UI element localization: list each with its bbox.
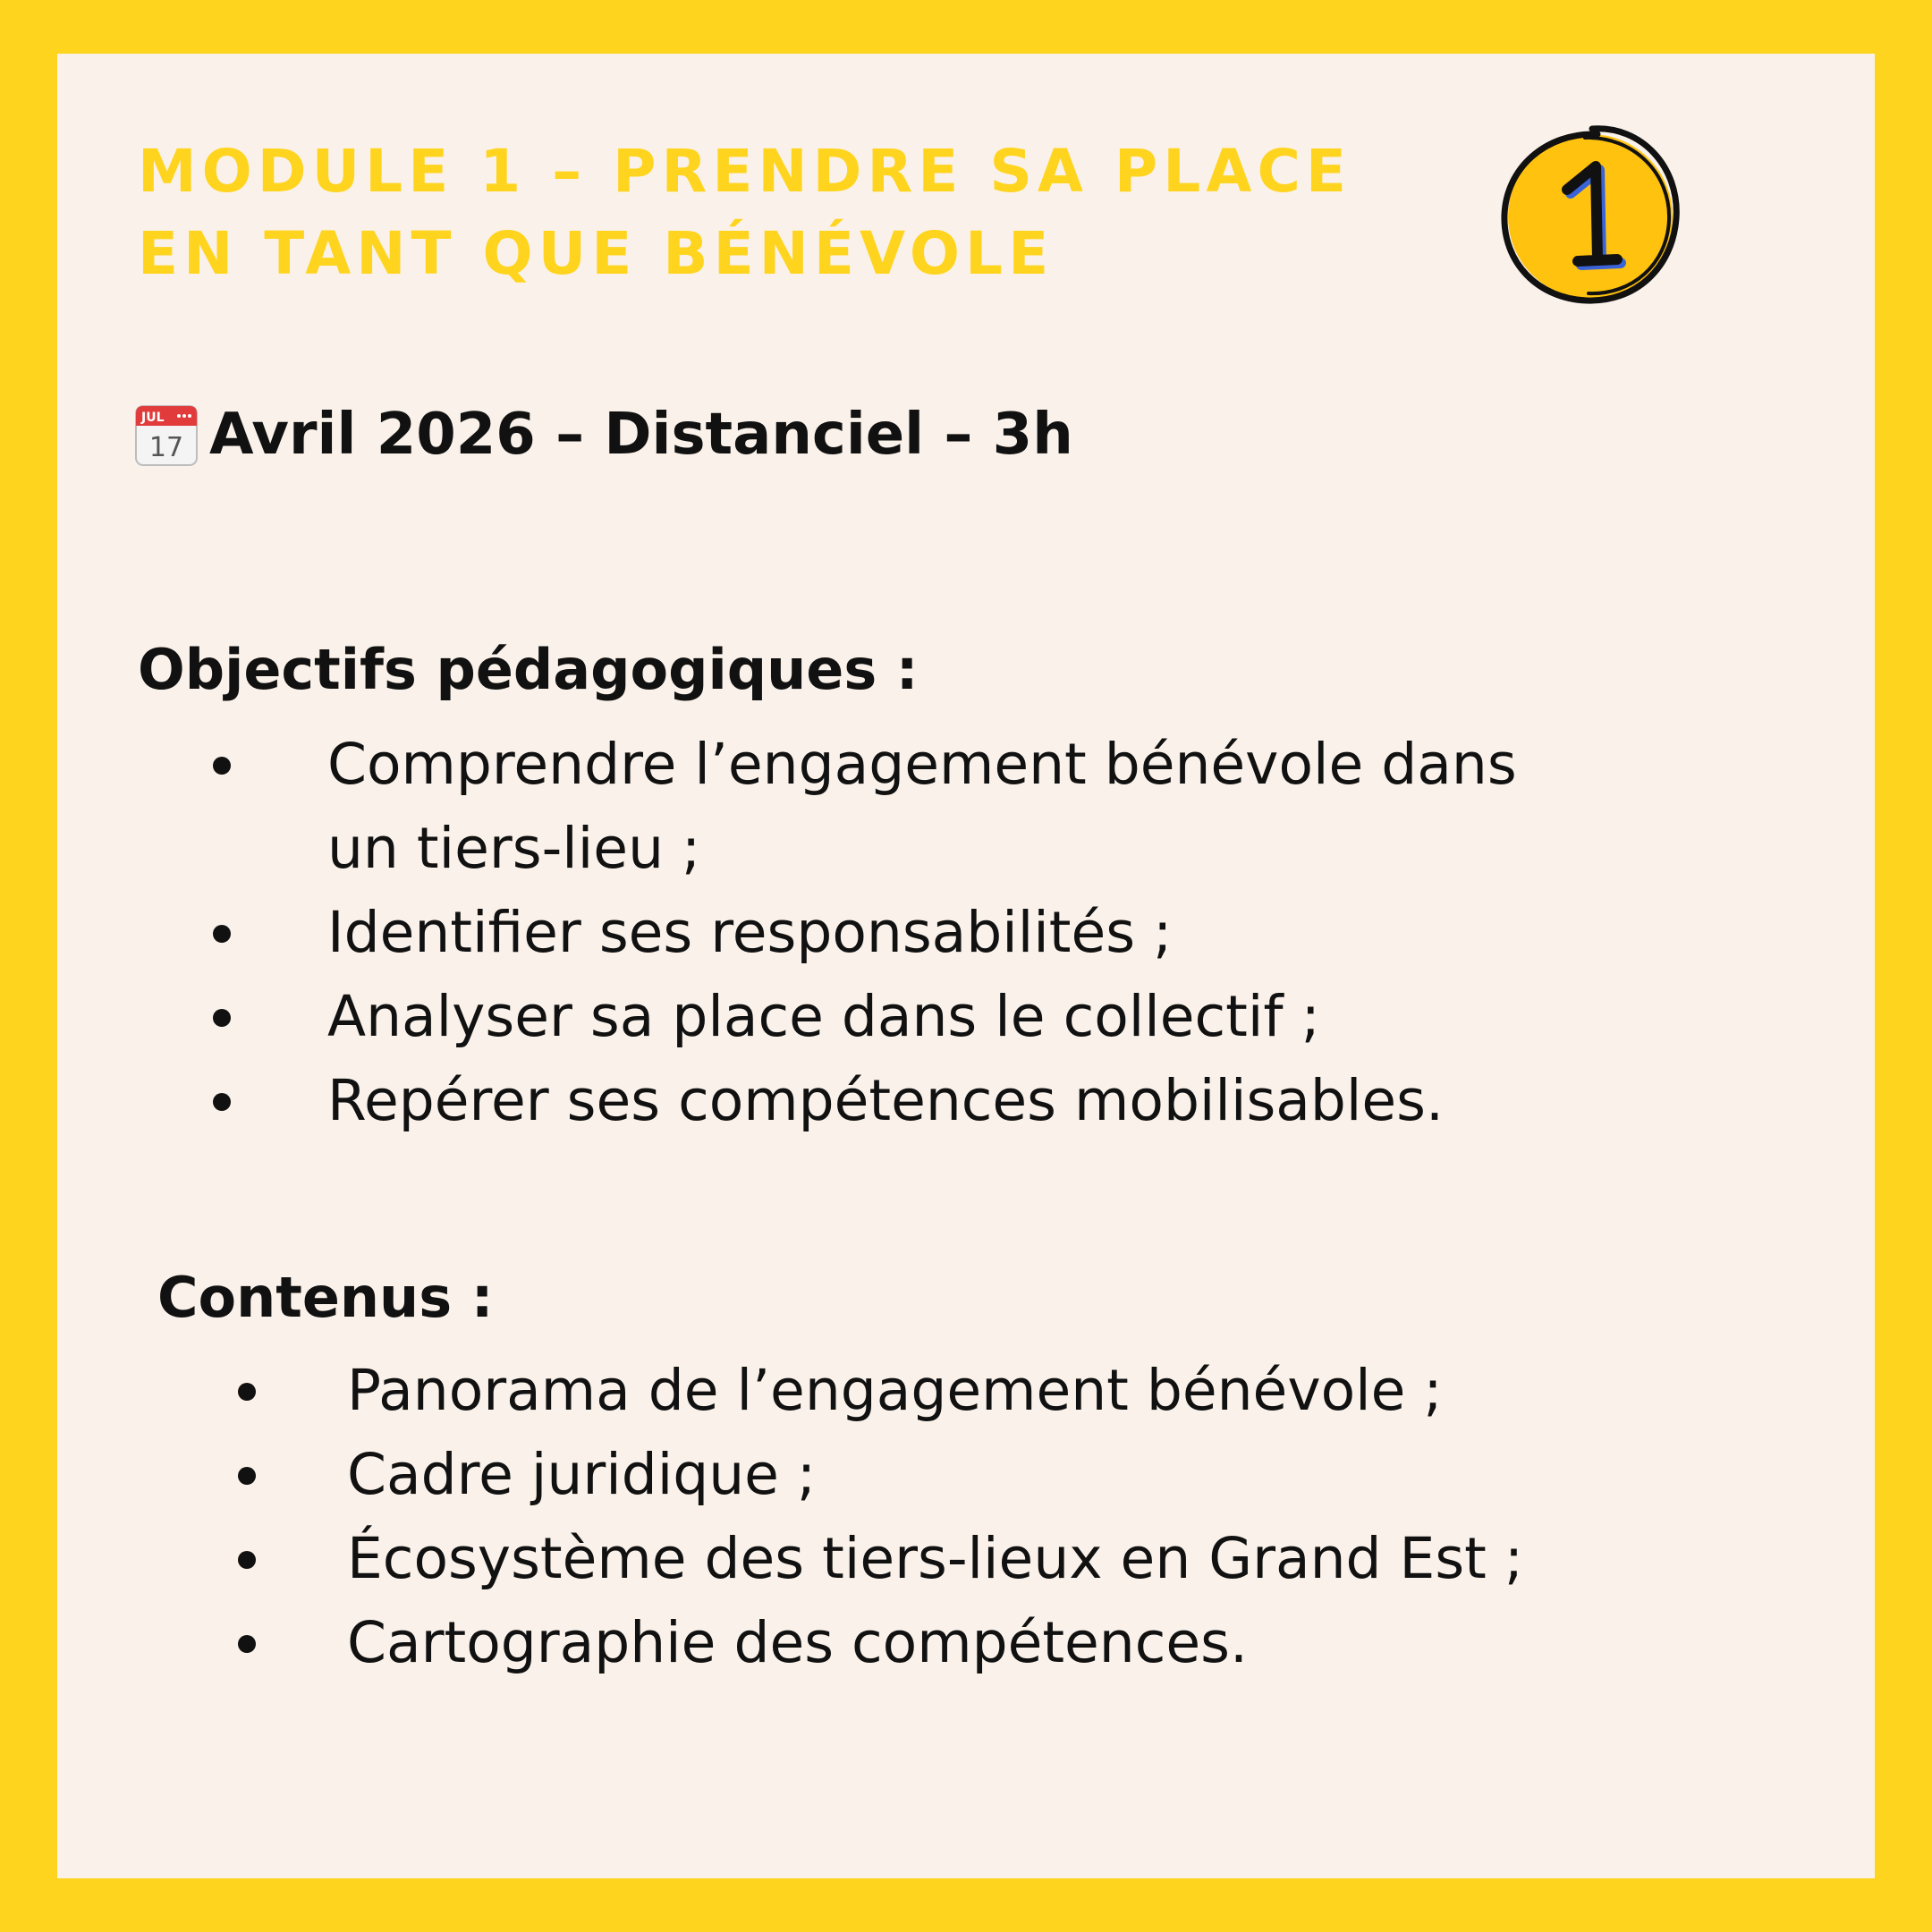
calendar-day: 17: [148, 432, 184, 463]
bullet-icon: [213, 1009, 231, 1027]
objectif-1-line-1: Comprendre l’engagement bénévole dans: [327, 732, 1517, 797]
bullet-icon: [238, 1551, 256, 1569]
list-item: [238, 1433, 1758, 1517]
list-item: [218, 975, 1739, 1059]
list-item: [238, 1349, 1758, 1433]
contenu-3: Écosystème des tiers-lieux en Grand Est ;: [347, 1526, 1524, 1591]
module-title-line-1: MODULE 1 – PRENDRE SA PLACE: [138, 137, 1352, 206]
list-item: [218, 723, 1739, 891]
objectif-4: Repérer ses compétences mobilisables.: [327, 1068, 1444, 1133]
module-number-badge: [1492, 116, 1689, 313]
contenu-4: Cartographie des compétences.: [347, 1610, 1248, 1675]
session-date-mode-duration: Avril 2026 – Distanciel – 3h: [209, 402, 1073, 468]
module-title: [138, 131, 1352, 295]
objectif-1-line-2: un tiers-lieu ;: [327, 816, 701, 881]
bullet-icon: [213, 1093, 231, 1111]
contenu-1: Panorama de l’engagement bénévole ;: [347, 1358, 1443, 1423]
objectif-2: Identifier ses responsabilités ;: [327, 900, 1173, 965]
badge-number-text: 1: [1492, 116, 1493, 117]
contenu-2: Cadre juridique ;: [347, 1442, 817, 1507]
objectifs-list: [218, 723, 1739, 1143]
list-item: [238, 1601, 1758, 1685]
list-item: [218, 891, 1739, 975]
session-info: [134, 399, 1073, 470]
bullet-icon: [238, 1467, 256, 1485]
contenus-heading: Contenus :: [157, 1265, 494, 1330]
module-title-line-2: EN TANT QUE BÉNÉVOLE: [138, 219, 1055, 288]
bullet-icon: [213, 925, 231, 943]
objectifs-heading: Objectifs pédagogiques :: [138, 637, 919, 702]
contenus-list: [238, 1349, 1758, 1685]
calendar-icon: [134, 402, 199, 467]
bullet-icon: [238, 1635, 256, 1653]
list-item: [238, 1517, 1758, 1601]
calendar-month: JUL: [141, 411, 165, 425]
bullet-icon: [213, 757, 231, 775]
objectif-3: Analyser sa place dans le collectif ;: [327, 984, 1320, 1049]
bullet-icon: [238, 1383, 256, 1401]
list-item: [218, 1059, 1739, 1143]
